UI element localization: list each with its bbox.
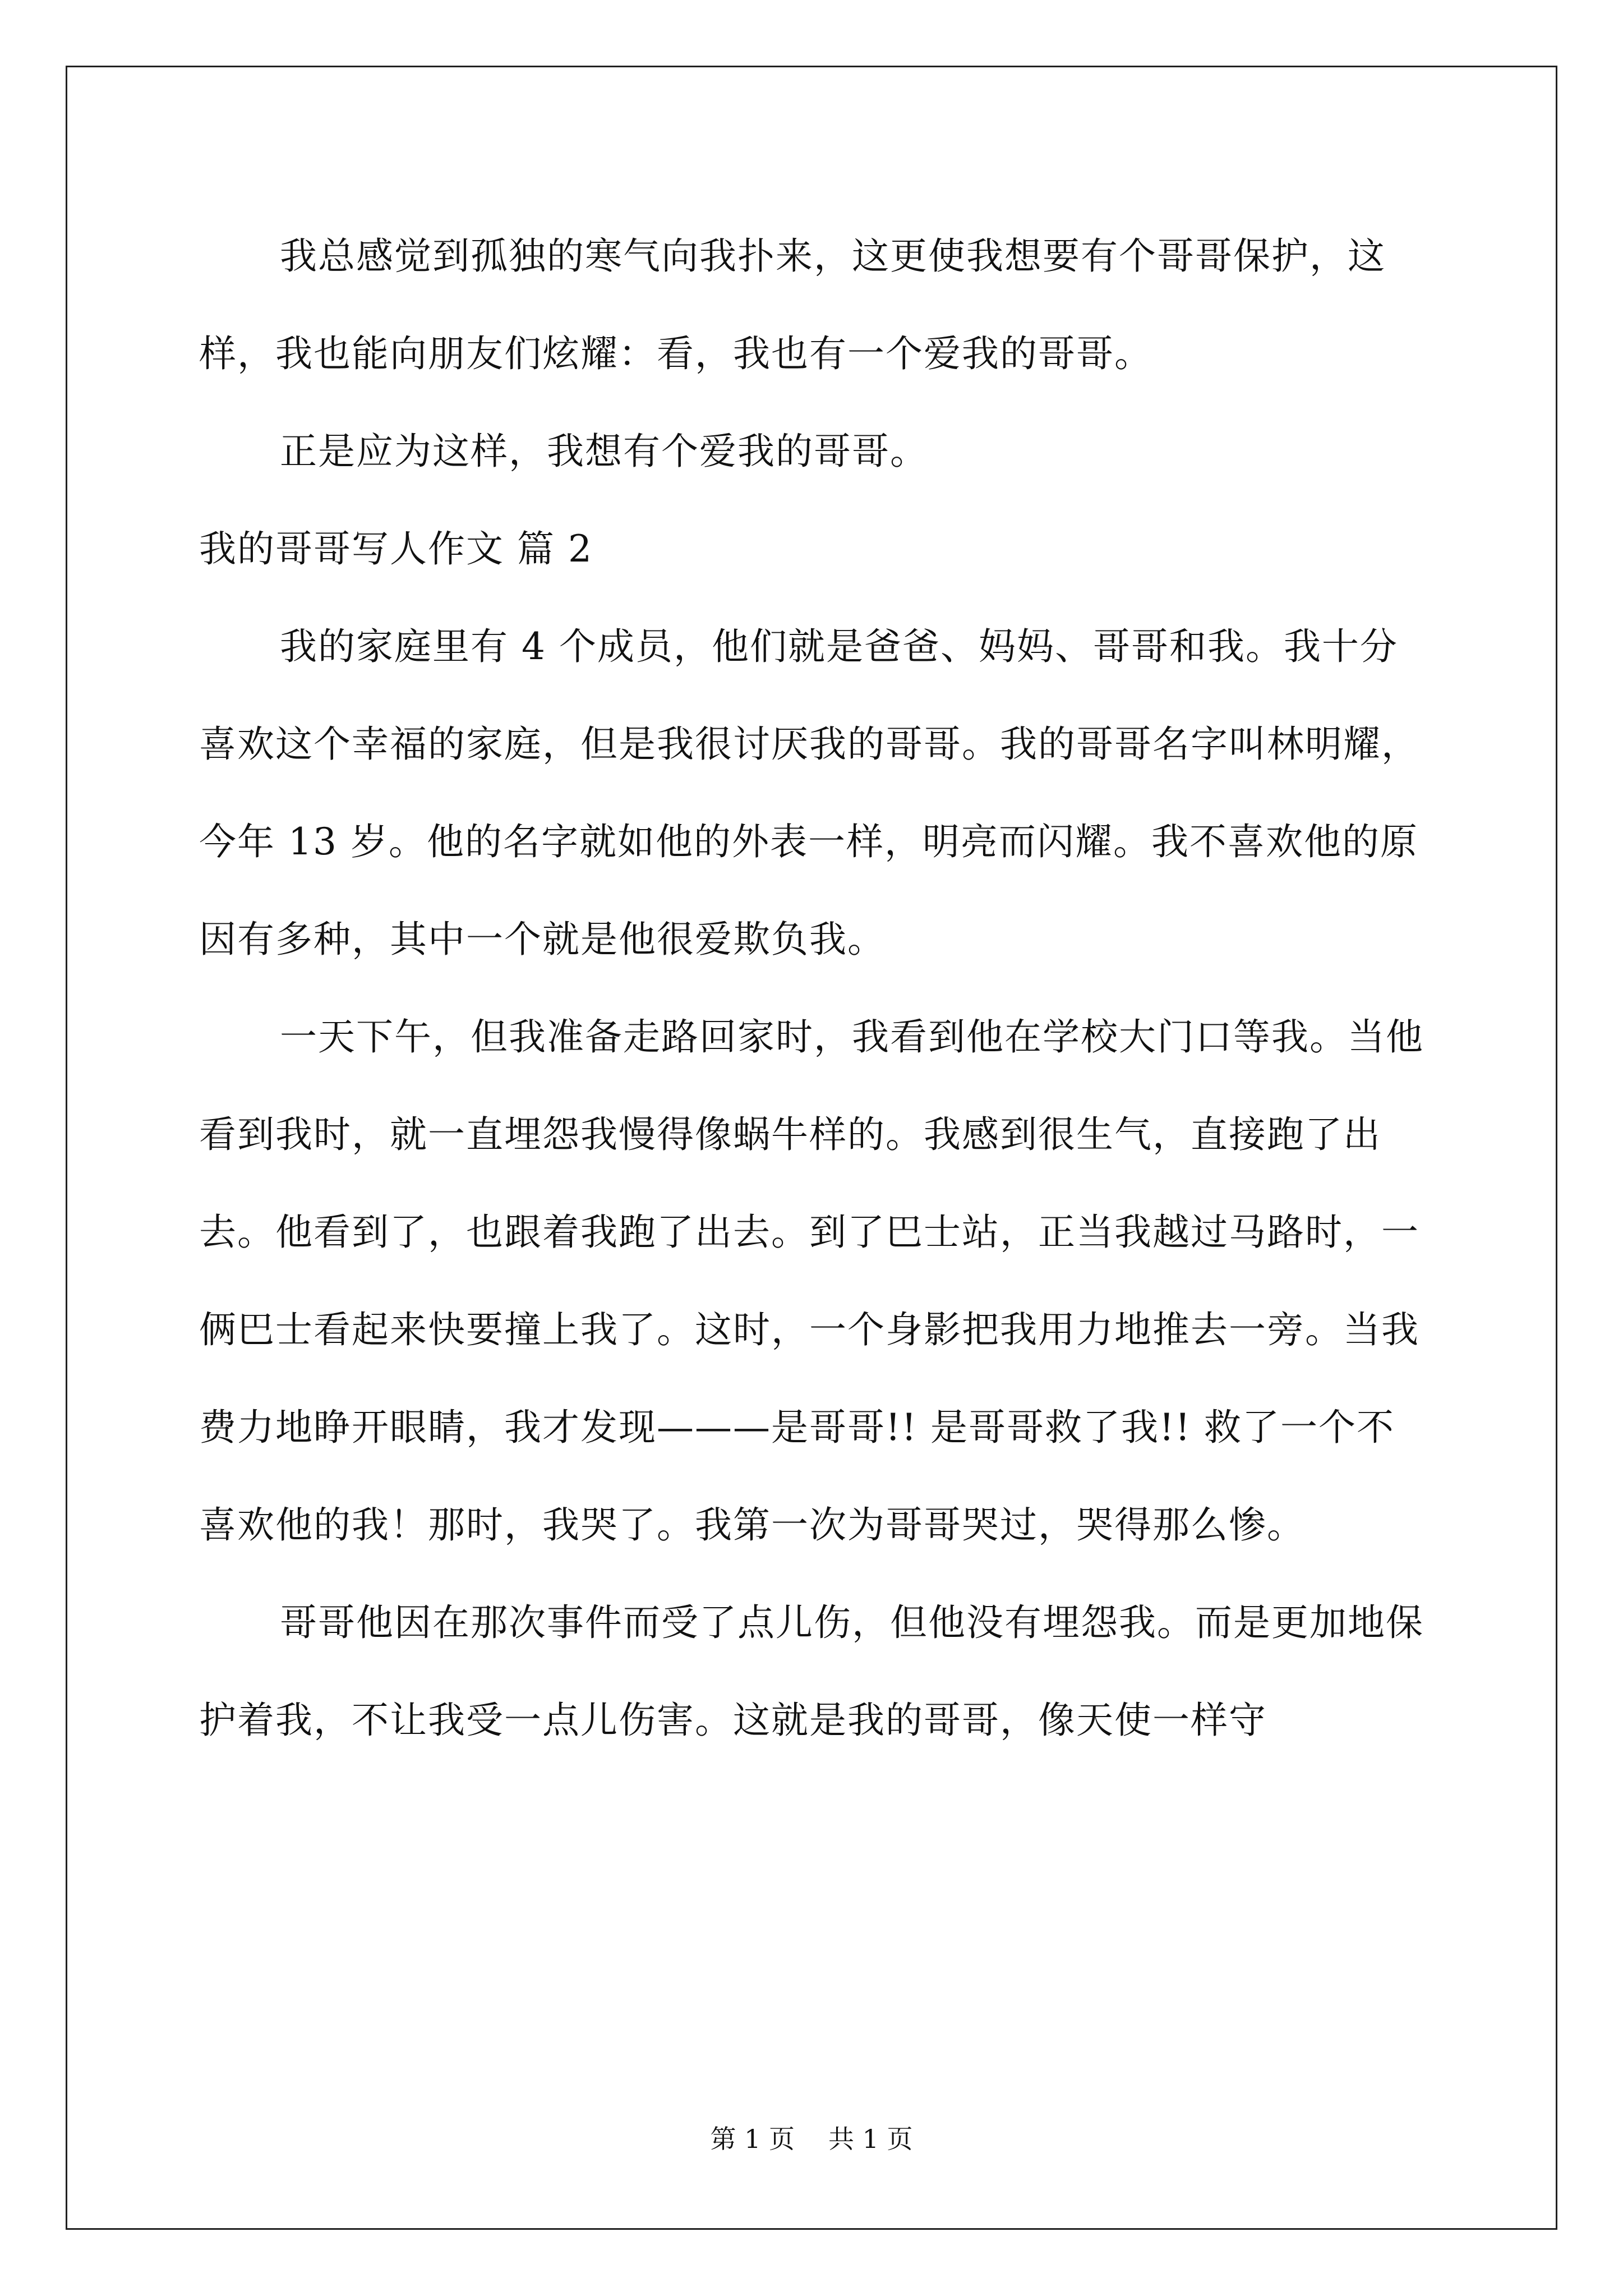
paragraph-2: 正是应为这样，我想有个爱我的哥哥。 (280, 430, 928, 473)
paragraph-5: 哥哥他因在那次事件而受了点儿伤，但他没有埋怨我。而是更加地保护着我，不让我受一点儿伤害。这就是我的哥哥，像天使一样守 (199, 1601, 1424, 1742)
document-body (199, 208, 1433, 1769)
page-total: 共 1 页 (828, 2124, 913, 2154)
page-number: 第 1 页 (710, 2124, 795, 2154)
paragraph-1: 我总感觉到孤独的寒气向我扑来，这更使我想要有个哥哥保护，这样，我也能向朋友们炫耀：看，我也有一个爱我的哥哥。 (199, 234, 1386, 375)
section-heading: 我的哥哥写人作文 篇 2 (199, 527, 593, 570)
paragraph-3: 我的家庭里有 4 个成员，他们就是爸爸、妈妈、哥哥和我。我十分喜欢这个幸福的家庭，但是我很讨厌我的哥哥。我的哥哥名字叫林明耀，今年 13 岁。他的名字就如他的外表一样，明亮而闪耀。我不喜欢他的原因有多种，其中一个就是他很爱欺负我。 (199, 625, 1419, 961)
page-footer (0, 2122, 1623, 2156)
paragraph-4: 一天下午，但我准备走路回家时，我看到他在学校大门口等我。当他看到我时，就一直埋怨我慢得像蜗牛样的。我感到很生气，直接跑了出去。他看到了，也跟着我跑了出去。到了巴士站，正当我越过马路时，一俩巴士看起来快要撞上我了。这时，一个身影把我用力地推去一旁。当我费力地睁开眼睛，我才发现———是哥哥!! 是哥哥救了我!! 救了一个不喜欢他的我！那时，我哭了。我第一次为哥哥哭过，哭得那么惨。 (199, 1015, 1424, 1547)
